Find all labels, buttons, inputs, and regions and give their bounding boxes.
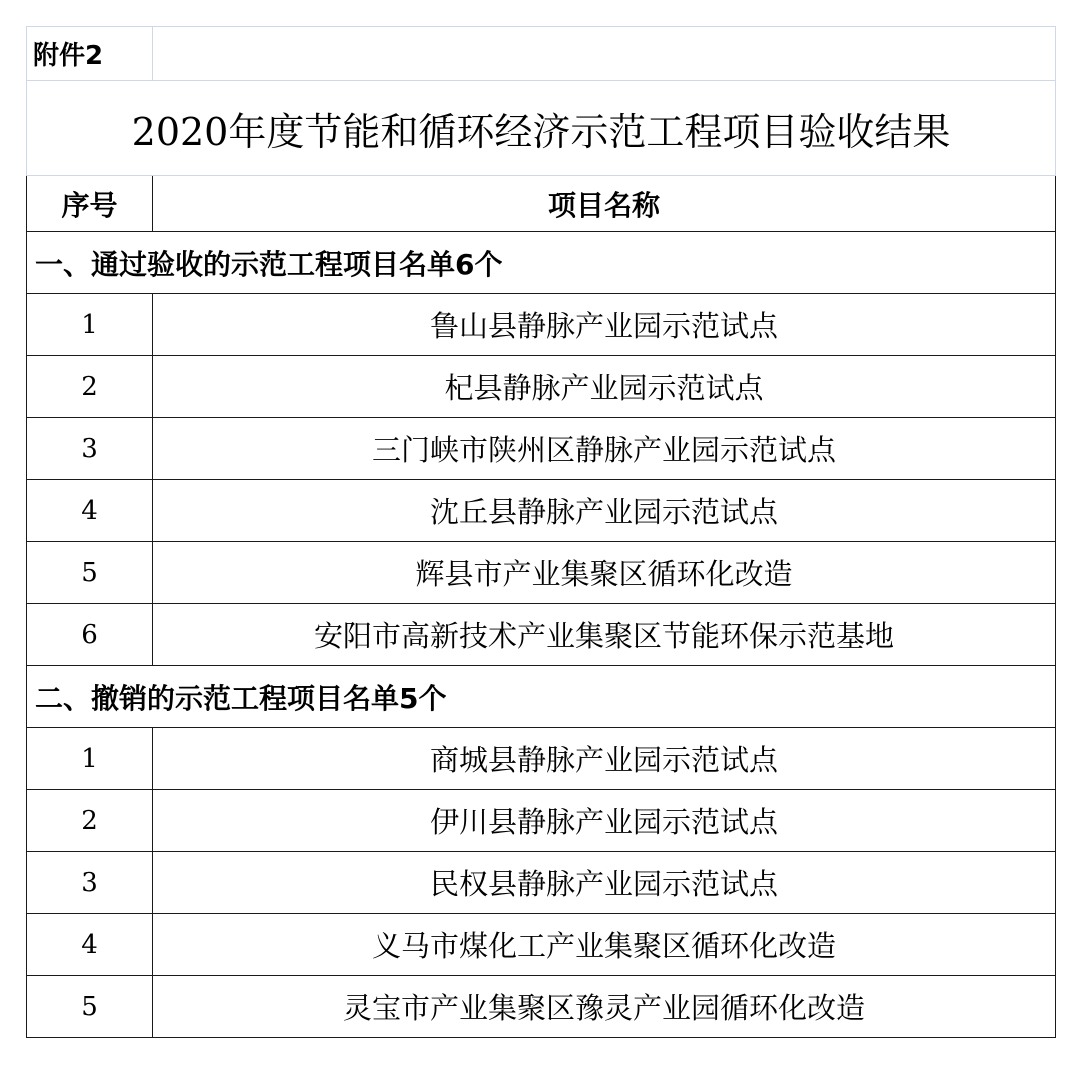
project-name: 灵宝市产业集聚区豫灵产业园循环化改造 bbox=[153, 976, 1056, 1038]
attachment-row bbox=[27, 27, 1056, 81]
results-sheet bbox=[26, 26, 1055, 1038]
row-number: 2 bbox=[27, 790, 153, 852]
results-table bbox=[26, 26, 1056, 1038]
header-row bbox=[27, 176, 1056, 232]
section-heading: 二、撤销的示范工程项目名单5个 bbox=[27, 666, 1056, 728]
section-heading: 一、通过验收的示范工程项目名单6个 bbox=[27, 232, 1056, 294]
section-heading-row bbox=[27, 232, 1056, 294]
table-row bbox=[27, 294, 1056, 356]
row-number: 1 bbox=[27, 728, 153, 790]
row-number: 6 bbox=[27, 604, 153, 666]
project-name: 民权县静脉产业园示范试点 bbox=[153, 852, 1056, 914]
row-number: 4 bbox=[27, 480, 153, 542]
row-number: 5 bbox=[27, 542, 153, 604]
project-name: 辉县市产业集聚区循环化改造 bbox=[153, 542, 1056, 604]
header-name: 项目名称 bbox=[153, 176, 1056, 232]
table-row bbox=[27, 976, 1056, 1038]
section-heading-row bbox=[27, 666, 1056, 728]
attachment-label: 附件2 bbox=[27, 27, 153, 81]
table-row bbox=[27, 418, 1056, 480]
row-number: 3 bbox=[27, 418, 153, 480]
table-row bbox=[27, 790, 1056, 852]
row-number: 2 bbox=[27, 356, 153, 418]
table-row bbox=[27, 542, 1056, 604]
row-number: 1 bbox=[27, 294, 153, 356]
table-row bbox=[27, 604, 1056, 666]
project-name: 鲁山县静脉产业园示范试点 bbox=[153, 294, 1056, 356]
row-number: 4 bbox=[27, 914, 153, 976]
blank-cell bbox=[153, 27, 1056, 81]
project-name: 伊川县静脉产业园示范试点 bbox=[153, 790, 1056, 852]
project-name: 安阳市高新技术产业集聚区节能环保示范基地 bbox=[153, 604, 1056, 666]
table-row bbox=[27, 914, 1056, 976]
project-name: 沈丘县静脉产业园示范试点 bbox=[153, 480, 1056, 542]
project-name: 三门峡市陕州区静脉产业园示范试点 bbox=[153, 418, 1056, 480]
row-number: 3 bbox=[27, 852, 153, 914]
project-name: 商城县静脉产业园示范试点 bbox=[153, 728, 1056, 790]
table-row bbox=[27, 852, 1056, 914]
title-row bbox=[27, 81, 1056, 176]
table-row bbox=[27, 728, 1056, 790]
table-row bbox=[27, 356, 1056, 418]
document-title: 2020年度节能和循环经济示范工程项目验收结果 bbox=[27, 81, 1056, 176]
row-number: 5 bbox=[27, 976, 153, 1038]
project-name: 义马市煤化工产业集聚区循环化改造 bbox=[153, 914, 1056, 976]
project-name: 杞县静脉产业园示范试点 bbox=[153, 356, 1056, 418]
table-row bbox=[27, 480, 1056, 542]
header-seq: 序号 bbox=[27, 176, 153, 232]
